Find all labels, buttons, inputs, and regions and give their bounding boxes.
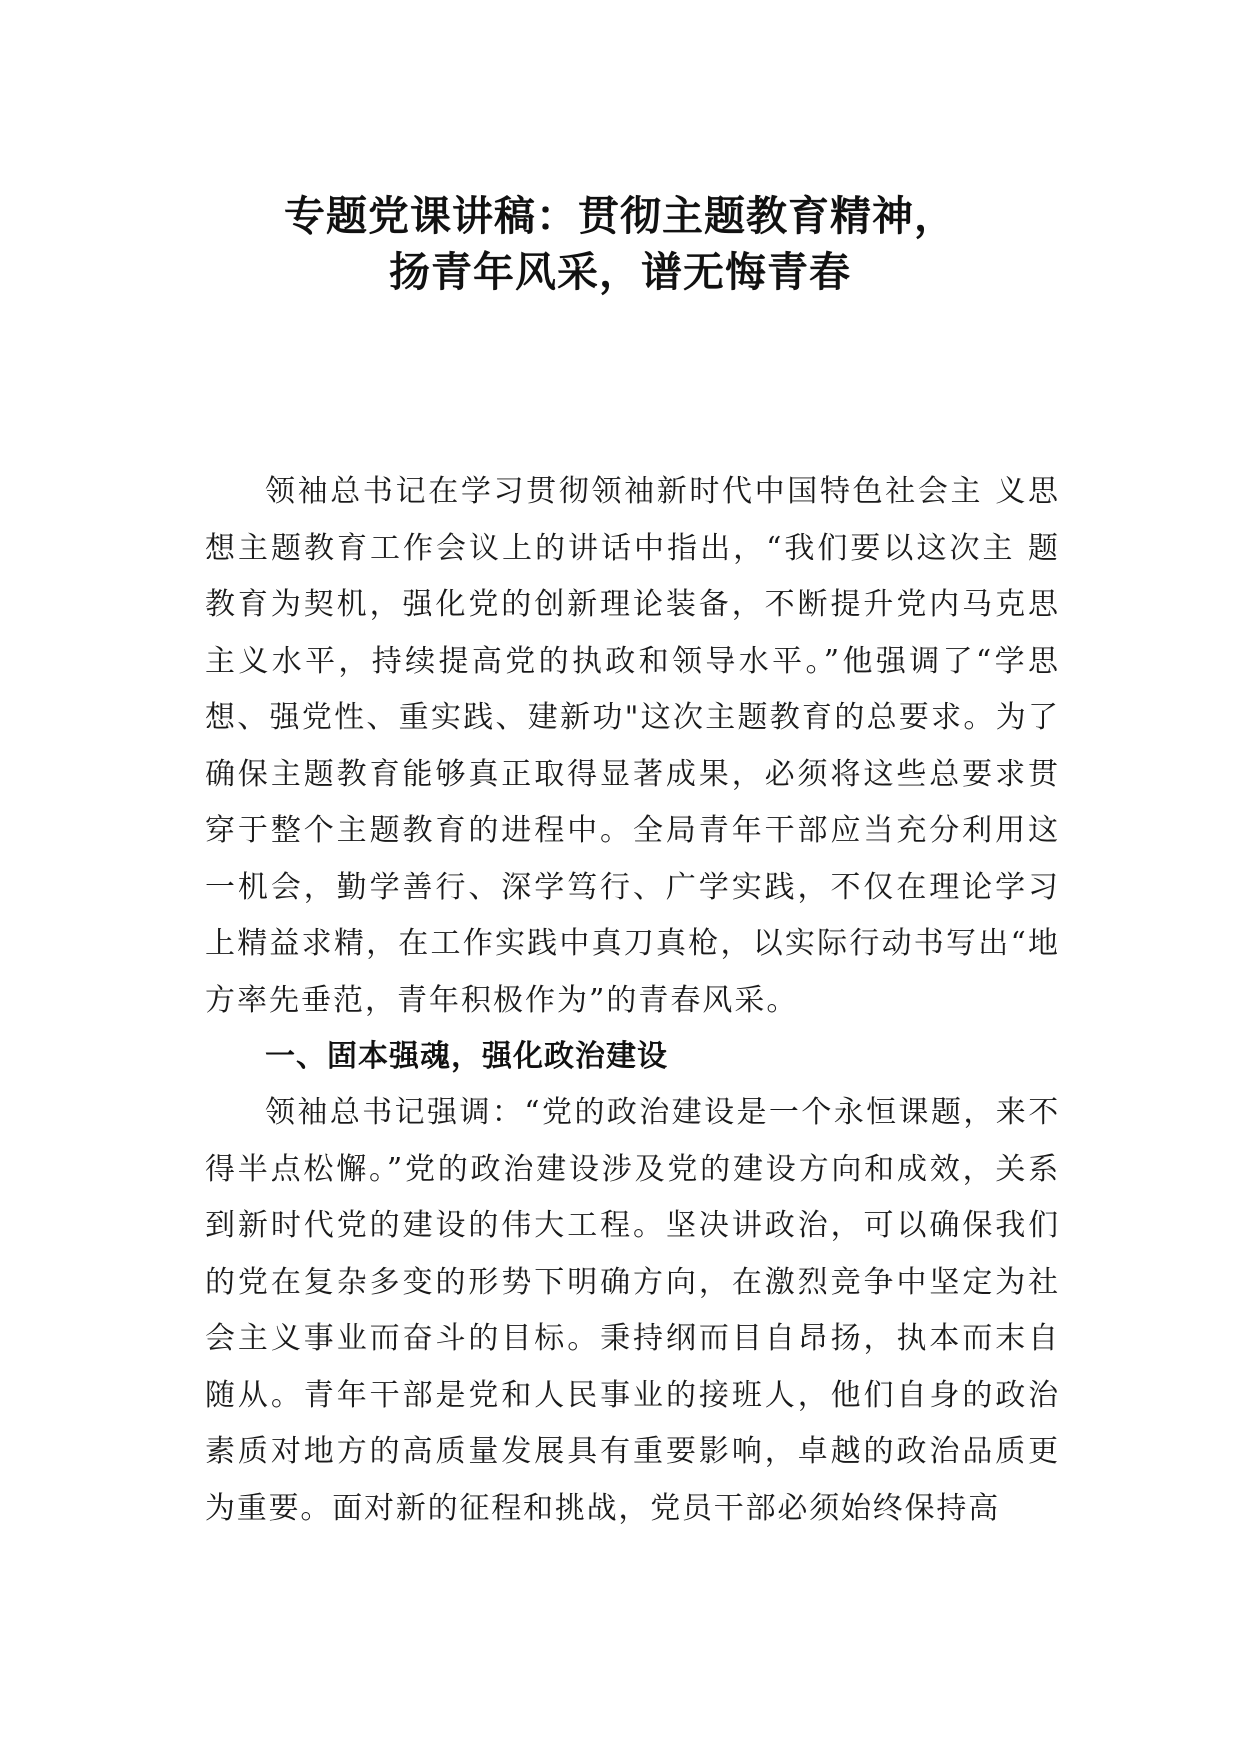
title-line-1: 专题党课讲稿：贯彻主题教育精神， — [284, 192, 956, 240]
section-heading-1: 一、固本强魂，强化政治建设 — [265, 1039, 668, 1074]
paragraph-intro: 领袖总书记在学习贯彻领袖新时代中国特色社会主 义思想主题教育工作会议上的讲话中指出，“我们要以这次主 题教育为契机，强化党的创新理论装备，不断提升党内马克思主义水平，持续提高党的执政和领导水平。”他强调了“学思想、强党性、重实践、建新功"这次主题教育的总要求。为了确保主题教育能够真正取得显著成果，必须将这些总要求贯穿于整个主题教育的进程中。全局青年干部应当充分利用这一机会，勤学善行、深学笃行、广学实践，不仅在理论学习上精益求精，在工作实践中真刀真枪，以实际行动书写出“地方率先垂范，青年积极作为”的青春风采。 — [205, 474, 1060, 1018]
document-title — [160, 188, 1080, 300]
paragraph-section-1: 领袖总书记强调：“党的政治建设是一个永恒课题，来不得半点松懈。”党的政治建设涉及党的建设方向和成效，关系到新时代党的建设的伟大工程。坚决讲政治，可以确保我们的党在复杂多变的形势下明确方向，在激烈竞争中坚定为社会主义事业而奋斗的目标。秉持纲而目自昂扬，执本而末自随从。青年干部是党和人民事业的接班人，他们自身的政治素质对地方的高质量发展具有重要影响，卓越的政治品质更为重要。面对新的征程和挑战，党员干部必须始终保持高 — [205, 1095, 1060, 1526]
document-body — [205, 464, 1060, 1537]
title-line-2: 扬青年风采，谱无悔青春 — [389, 248, 851, 296]
